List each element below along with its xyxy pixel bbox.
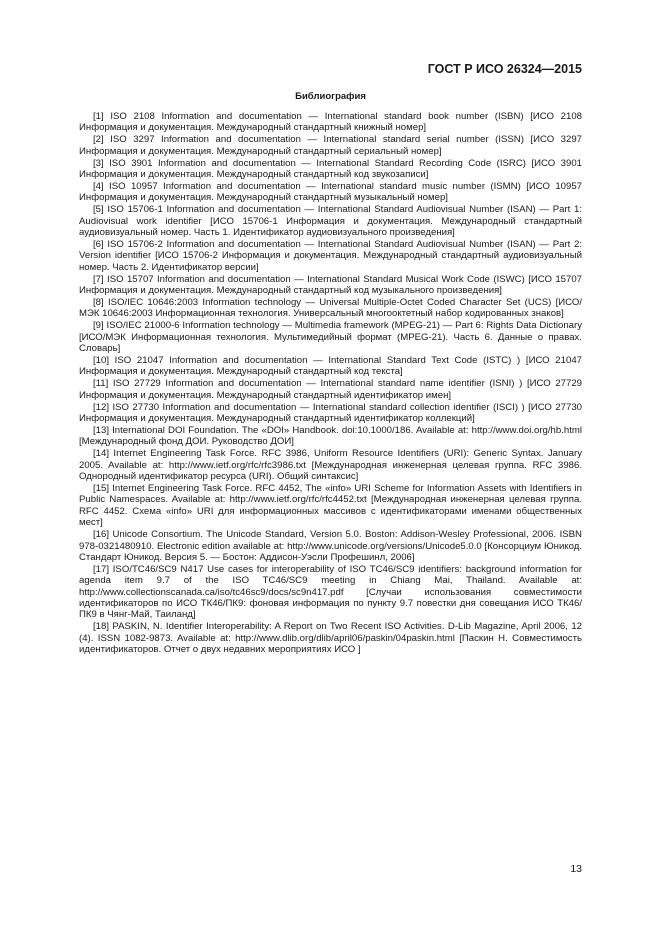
reference-item: [17] ISO/TC46/SC9 N417 Use cases for interoperability of ISO TC46/SC9 identifiers: background information for agenda item 9.7 of the ISO TC46/SC9 meeting in Chiang Mai, Thailand. Available at: http://www.collectionscanada.ca/iso/tc46sc9/docs/sc9n417.pdf [Случаи использования совместимости идентификаторов по ИСО ТК46/ПК9: фоновая информация по пункту 9.7 повестки дня совещания ИСО ТК46/ПК9 в Чянг-Май, Таиланд] (79, 563, 582, 621)
reference-item: [16] Unicode Consortium. The Unicode Standard, Version 5.0. Boston: Addison-Wesley Professional, 2006. ISBN 978-0321480910. Electronic edition available at: http://www.unicode.org/versions/Unicode5.0.0 [Консорциум Юникод. Стандарт Юникод. Версия 5. — Бостон: Аддисон-Уэсли Профешинл, 2006] (79, 529, 582, 563)
document-standard-id: ГОСТ Р ИСО 26324—2015 (427, 62, 582, 76)
reference-item: [11] ISO 27729 Information and documentation — International standard name identifier (ISNI) ) [ИСО 27729 Информация и документация. Международный стандартный идентификатор имен] (79, 378, 582, 401)
reference-item: [10] ISO 21047 Information and documentation — International Standard Text Code (ISTC) ) [ИСО 21047 Информация и документация. Международный стандартный код текста] (79, 355, 582, 378)
reference-item: [1] ISO 2108 Information and documentation — International standard book number (ISBN) [ИСО 2108 Информация и документация. Международный стандартный книжный номер] (79, 111, 582, 134)
reference-item: [6] ISO 15706-2 Information and documentation — International Standard Audiovisual Number (ISAN) — Part 2: Version identifier [ИСО 15706-2 Информация и документация. Международный стандартный аудиовизуальный номер. Часть 2. Идентификатор версии] (79, 238, 582, 273)
reference-item: [18] PASKIN, N. Identifier Interoperability: A Report on Two Recent ISO Activities. D-Lib Magazine, April 2006, 12 (4). ISSN 1082-9873. Available at: http://www.dlib.org/dlib/april06/paskin/04paskin.html [Паскин Н. Совместимость идентификаторов. Отчет о двух недавних мероприятиях ИСО ] (79, 621, 582, 656)
reference-item: [8] ISO/IEC 10646:2003 Information technology — Universal Multiple-Octet Coded Character Set (UCS) [ИСО/МЭК 10646:2003 Информационная технология. Универсальный многооктетный набор кодированных знаков] (79, 297, 582, 320)
reference-item: [9] ISO/IEC 21000-6 Information technology — Multimedia framework (MPEG-21) — Part 6: Rights Data Dictionary [ИСО/МЭК Информационная технология. Мультимедийный формат (MPEG-21). Часть 6. Данные о правах. Словарь] (79, 320, 582, 355)
reference-item: [5] ISO 15706-1 Information and documentation — International Standard Audiovisual Number (ISAN) — Part 1: Audiovisual work identifier [ИСО 15706-1 Информация и документация. Международный стандартный аудиовизуальный номер. Часть 1. Идентификатор аудиовизуального произведения] (79, 204, 582, 239)
reference-item: [7] ISO 15707 Information and documentation — International Standard Musical Work Code (ISWC) [ИСО 15707 Информация и документация. Международный стандартный код музыкального произведения] (79, 273, 582, 297)
bibliography-list (79, 111, 582, 656)
reference-item: [15] Internet Engineering Task Force. RFC 4452, The «info» URI Scheme for Information Assets with Identifiers in Public Namespaces. Available at: http://www.ietf.org/rfc/rfc4452.txt [Международная инженерная целевая группа. RFC 4452. Схема «info» URI для информационных массивов с идентификаторами именами общественных мест] (79, 483, 582, 529)
page-number: 13 (570, 863, 582, 875)
reference-item: [2] ISO 3297 Information and documentation — International standard serial number (ISSN) [ИСО 3297 Информация и документация. Международный стандартный сериальный номер] (79, 134, 582, 157)
reference-item: [4] ISO 10957 Information and documentation — International standard music number (ISMN) [ИСО 10957 Информация и документация. Международный стандартный музыкальный номер] (79, 180, 582, 204)
reference-item: [12] ISO 27730 Information and documentation — International standard collection identifier (ISCI) ) [ИСО 27730 Информация и документация. Международный стандартный идентификатор коллекций] (79, 401, 582, 425)
reference-item: [3] ISO 3901 Information and documentation — International Standard Recording Code (ISRC) [ИСО 3901 Информация и документация. Международный стандартный код звукозаписи] (79, 157, 582, 181)
reference-item: [14] Internet Engineering Task Force. RFC 3986, Uniform Resource Identifiers (URI): Generic Syntax. January 2005. Available at: http://www.ietf.org/rfc/rfc3986.txt [Международная инженерная целевая группа. RFC 3986. Однородный идентификатор ресурса (URI). Общий синтаксис] (79, 448, 582, 483)
bibliography-title: Библиография (295, 91, 366, 102)
reference-item: [13] International DOI Foundation. The «DOI» Handbook. doi:10.1000/186. Available at: http://www.doi.org/hb.html [Международный фонд ДОИ. Руководство ДОИ] (79, 424, 582, 448)
